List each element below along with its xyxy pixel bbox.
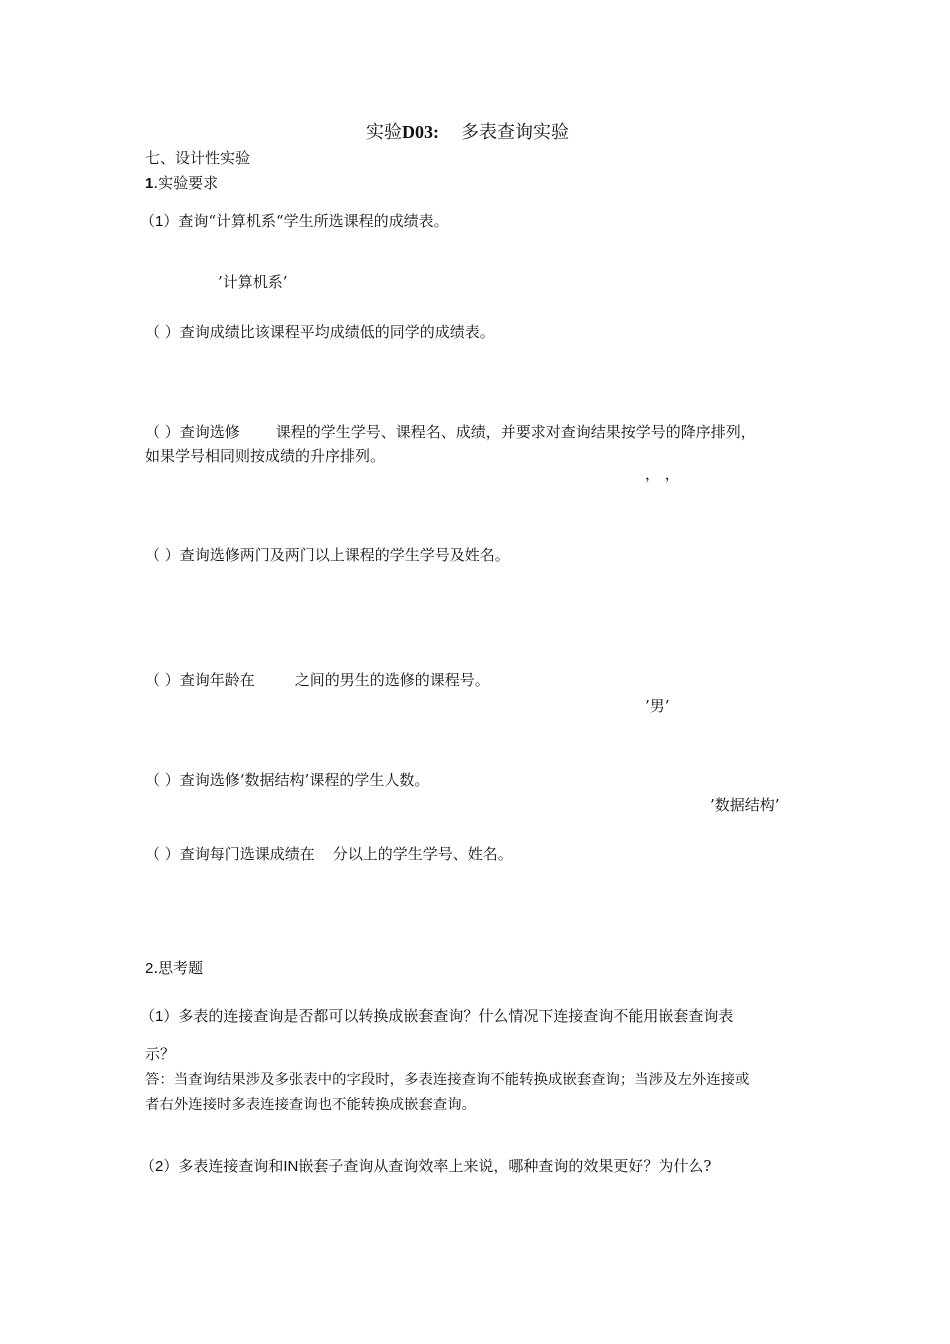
- question-4-paren: （ ）: [145, 546, 180, 564]
- thinking-question-1-line-2: 示？: [145, 1045, 176, 1063]
- question-1-fragment: ’计算机系’: [218, 273, 288, 291]
- title-prefix: 实验: [366, 122, 402, 143]
- question-2-paren: （ ）: [145, 323, 180, 341]
- section-heading: 七、设计性实验: [145, 149, 251, 167]
- question-4-text: 查询选修两门及两门以上课程的学生学号及姓名。: [179, 546, 510, 564]
- question-7-paren: （ ）: [145, 845, 180, 863]
- answer-line-2: 者右外连接时多表连接查询也不能转换成嵌套查询。: [145, 1097, 476, 1113]
- question-3-text-b: 课程的学生学号、课程名、成绩，并要求对查询结果按学号的降序排列，: [275, 423, 756, 441]
- thinking-question-2-text-a: 多表连接查询和: [178, 1157, 284, 1175]
- thinking-question-2-text-b: 嵌套子查询从查询效率上来说，哪种查询的效果更好？为什么?: [298, 1157, 712, 1175]
- question-6-paren: （ ）: [145, 771, 180, 789]
- question-3-fragment: ， ，: [645, 465, 680, 483]
- question-3-text-a: 查询选修: [179, 423, 240, 441]
- question-2-text: 查询成绩比该课程平均成绩低的同学的成绩表。: [179, 323, 495, 341]
- question-7-text-b: 分以上的学生学号、姓名。: [332, 845, 513, 863]
- thinking-question-2: [140, 1156, 711, 1177]
- question-6-text: 查询选修‘数据结构’课程的学生人数。: [179, 771, 430, 789]
- question-6: [145, 770, 429, 790]
- requirements-heading: [145, 173, 218, 194]
- question-7: [145, 844, 513, 864]
- requirements-label: .实验要求: [153, 174, 219, 192]
- question-5-text-a: 查询年龄在: [179, 671, 255, 689]
- question-3-line-2: 如果学号相同则按成绩的升序排列。: [145, 447, 386, 465]
- thinking-label: .思考题: [153, 959, 204, 977]
- question-5-paren: （ ）: [145, 671, 180, 689]
- question-5-text-b: 之间的男生的选修的课程号。: [294, 671, 490, 689]
- question-4: [145, 545, 510, 565]
- question-6-fragment: ’数据结构’: [710, 796, 780, 814]
- requirements-number: 1: [145, 175, 154, 192]
- question-7-text-a: 查询每门选课成绩在: [179, 845, 315, 863]
- thinking-question-1-line-1: 多表的连接查询是否都可以转换成嵌套查询？什么情况下连接查询不能用嵌套查询表: [178, 1007, 734, 1025]
- question-3: [145, 422, 756, 442]
- question-3-paren: （ ）: [145, 423, 180, 441]
- question-1-text: 查询“计算机系“学生所选课程的成绩表。: [178, 212, 449, 230]
- question-1: [140, 211, 449, 232]
- thinking-question-1-number: （1）: [140, 1008, 179, 1025]
- thinking-question-2-number: （2）: [140, 1158, 179, 1175]
- page-title: [366, 120, 569, 145]
- thinking-question-2-in: IN: [283, 1158, 299, 1175]
- title-rest: 多表查询实验: [461, 122, 569, 143]
- thinking-heading: [145, 958, 203, 979]
- thinking-number: 2: [145, 960, 154, 977]
- thinking-question-1: [140, 1006, 733, 1027]
- question-5: [145, 670, 490, 690]
- title-code: D03:: [402, 122, 439, 142]
- answer-line-1: 答：当查询结果涉及多张表中的字段时，多表连接查询不能转换成嵌套查询；当涉及左外连接或: [145, 1072, 750, 1088]
- question-2: [145, 322, 495, 342]
- question-1-number: （1）: [140, 213, 179, 230]
- question-5-fragment: ’男’: [645, 697, 670, 715]
